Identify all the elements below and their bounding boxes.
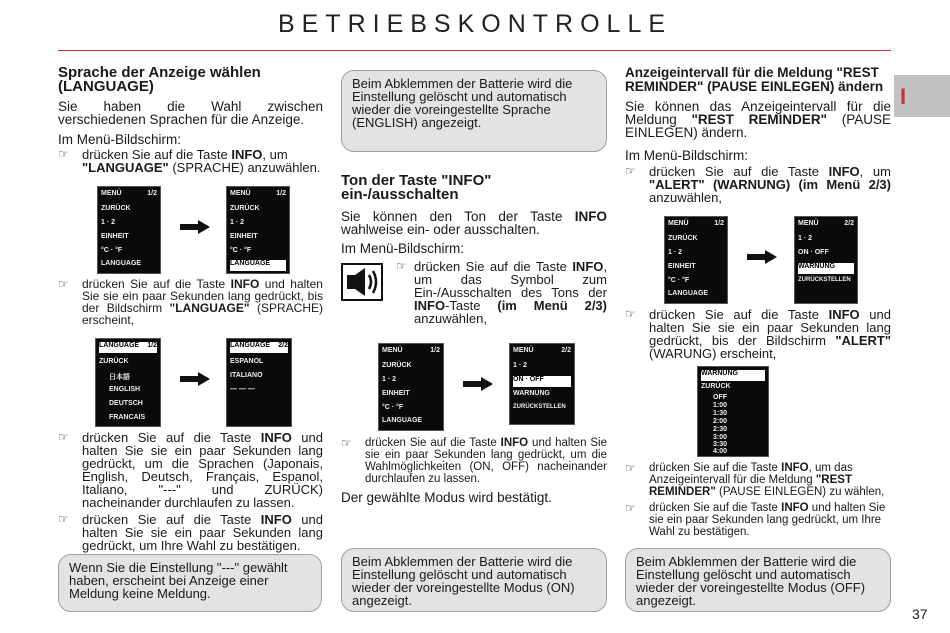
info-sound-confirm: Der gewählte Modus wird bestätigt. <box>341 490 552 505</box>
pointing-hand-icon: ☞ <box>625 307 636 321</box>
screen-row: 1 · 2 <box>513 362 528 369</box>
pointing-hand-icon: ☞ <box>58 430 69 444</box>
menu-screen-1-selected <box>226 186 290 274</box>
screen-title: LANGUAGE 1/2 <box>99 342 157 353</box>
pointing-hand-icon: ☞ <box>58 147 69 161</box>
screen-row: EINHEIT <box>668 263 696 270</box>
info-sound-menu-label: Im Menü-Bildschirm: <box>341 241 465 256</box>
chapter-tab <box>894 75 950 117</box>
pointing-hand-icon: ☞ <box>58 512 69 526</box>
arrow-right-icon <box>463 377 493 391</box>
section-rest-reminder-heading: Anzeigeintervall für die Meldung "REST REMINDER" (PAUSE EINLEGEN) ändern <box>625 65 884 94</box>
section-info-sound <box>341 174 607 255</box>
screen-row: 1 · 2 <box>382 376 397 383</box>
pointing-hand-icon: ☞ <box>625 501 636 515</box>
section-rest-reminder <box>625 66 891 204</box>
screen-title: MENÜ 1/2 <box>230 190 286 197</box>
screen-row: OFF <box>713 394 727 401</box>
language-screen-2 <box>226 338 292 427</box>
screen-row: ITALIANO <box>230 372 263 379</box>
screen-row: ZURÜCK <box>101 205 131 212</box>
page-number: 37 <box>912 606 928 622</box>
section-info-sound-heading: Ton der Taste "INFO" ein-/ausschalten <box>341 172 492 203</box>
screen-row: ZURÜCKSTELLEN <box>798 277 851 283</box>
rest-reminder-step-1: ☞ drücken Sie auf die Taste INFO, um "ALERT" (WARNUNG) (im Menü 2/3) anzuwählen, <box>625 164 891 205</box>
menu-screen-alert-1 <box>664 216 728 304</box>
screen-title: MENÜ 2/2 <box>513 347 571 354</box>
screen-row: WARNUNG <box>513 390 550 397</box>
rest-reminder-step-4: ☞ drücken Sie auf die Taste INFO und halten Sie sie ein paar Sekunden lang gedrückt, um Ihre Wahl zu bestätigen. <box>625 501 886 538</box>
section-language <box>58 66 323 174</box>
screen-title: MENÜ 1/2 <box>382 347 440 354</box>
screen-row-selected: WARNUNG <box>798 263 854 274</box>
pointing-hand-icon: ☞ <box>625 164 636 178</box>
language-battery-note: Beim Abklemmen der Batterie wird die Einstellung gelöscht und automatisch wieder die voreingestellte Sprache (ENGLISH) angezeigt. <box>341 70 607 152</box>
screen-row: — — — <box>230 386 255 393</box>
screen-row: ON · OFF <box>798 249 829 256</box>
language-step-2: ☞ drücken Sie auf die Taste INFO und halten Sie sie ein paar Sekunden lang gedrückt, bis der Bildschirm "LANGUAGE" (SPRACHE) erscheint, <box>58 277 324 327</box>
pointing-hand-icon: ☞ <box>58 277 69 291</box>
screen-row-selected: LANGUAGE <box>230 260 286 271</box>
language-intro: Sie haben die Wahl zwischen verschiedenen Sprachen für die Anzeige. <box>58 99 323 127</box>
screen-row: ZURÜCK <box>230 205 260 212</box>
screen-row: DEUTSCH <box>109 400 143 407</box>
screen-row: 3:30 <box>713 441 728 448</box>
screen-row: 日本語 <box>109 374 130 381</box>
rest-reminder-steps-3 <box>625 462 891 538</box>
screen-row: FRANCAIS <box>109 414 146 421</box>
screen-row: 4:00 <box>713 448 728 455</box>
screen-row: 1 · 2 <box>230 219 245 226</box>
screen-title: MENÜ 2/2 <box>798 220 854 227</box>
screen-row: LANGUAGE <box>101 260 142 267</box>
rest-reminder-step-3: ☞ drücken Sie auf die Taste INFO, um das Anzeigeintervall für die Meldung "REST REMINDER" (PAUSE EINLEGEN) zu wählen, <box>625 461 885 498</box>
screen-row: °C · °F <box>230 247 252 254</box>
menu-screen-sound-2 <box>509 343 575 425</box>
section-language-heading: Sprache der Anzeige wählen (LANGUAGE) <box>58 64 261 95</box>
screen-row: EINHEIT <box>382 390 410 397</box>
rest-reminder-intro: Sie können das Anzeigeintervall für die Meldung "REST REMINDER" (PAUSE EINLEGEN) ändern. <box>625 99 892 140</box>
screen-row: ZURÜCKSTELLEN <box>513 404 566 410</box>
language-screen-1 <box>95 338 161 427</box>
screen-row: ZURÜCK <box>382 362 412 369</box>
screen-title: LANGUAGE 2/2 <box>230 342 288 353</box>
menu-screen-sound-1 <box>378 343 444 431</box>
page-title: BETRIEBSKONTROLLE <box>277 10 673 38</box>
pointing-hand-icon: ☞ <box>625 461 636 475</box>
screen-title: MENÜ 1/2 <box>101 190 157 197</box>
screen-row: 1 · 2 <box>798 235 813 242</box>
alert-screen <box>697 366 769 457</box>
info-sound-step-1: ☞ drücken Sie auf die Taste INFO, um das Symbol zum Ein-/Ausschalten des Tons der INFO-Taste (im Menü 2/3) anzuwählen, <box>396 259 607 326</box>
language-step-4: ☞ drücken Sie auf die Taste INFO und halten Sie sie ein paar Sekunden lang gedrückt, um Ihre Wahl zu bestätigen. <box>58 512 323 553</box>
screen-title: MENÜ 1/2 <box>668 220 724 227</box>
info-sound-icon <box>341 263 383 301</box>
menu-screen-alert-2 <box>794 216 858 304</box>
language-steps-3 <box>58 431 323 552</box>
menu-screen-1 <box>97 186 161 274</box>
info-sound-intro: Sie können den Ton der Taste INFO wahlweise ein- oder ausschalten. <box>341 209 607 237</box>
header-rule <box>58 50 891 51</box>
info-sound-battery-note: Beim Abklemmen der Batterie wird die Einstellung gelöscht und automatisch wieder der voreingestellte Modus (ON) angezeigt. <box>341 548 607 612</box>
screen-row: ZURÜCK <box>99 358 129 365</box>
rest-reminder-step-2: ☞ drücken Sie auf die Taste INFO und halten Sie sie ein paar Sekunden lang gedrückt, bis der Bildschirm "ALERT" (WARUNG) erscheint, <box>625 307 891 361</box>
arrow-right-icon <box>180 372 210 386</box>
rest-reminder-menu-label: Im Menü-Bildschirm: <box>625 148 749 163</box>
speaker-icon <box>343 265 381 299</box>
language-step-3: ☞ drücken Sie auf die Taste INFO und halten Sie sie ein paar Sekunden lang gedrückt, um die Sprachen (Japonais, English, Deutsch, Français, Espanol, Italiano, "---" und ZURÜCK) nacheinander durchlaufen zu lassen. <box>58 430 323 510</box>
rest-reminder-steps-2 <box>625 308 891 360</box>
screen-row: 3:00 <box>713 434 728 441</box>
pointing-hand-icon: ☞ <box>396 259 407 273</box>
screen-row: ZURÜCK <box>668 235 698 242</box>
pointing-hand-icon: ☞ <box>341 436 352 450</box>
screen-row: LANGUAGE <box>668 290 709 297</box>
arrow-right-icon <box>747 250 777 264</box>
language-steps-2 <box>58 278 323 326</box>
screen-row: EINHEIT <box>101 233 129 240</box>
screen-row: °C · °F <box>668 277 690 284</box>
screen-row: °C · °F <box>101 247 123 254</box>
arrow-right-icon <box>180 220 210 234</box>
screen-row: 1:00 <box>713 402 728 409</box>
info-sound-steps-2 <box>341 437 607 504</box>
screen-row-selected: ON · OFF <box>513 376 571 387</box>
page-header <box>0 0 950 52</box>
rest-reminder-battery-note: Beim Abklemmen der Batterie wird die Einstellung gelöscht und automatisch wieder der voreingestellte Modus (OFF) angezeigt. <box>625 548 891 612</box>
chapter-tab-label: I <box>900 84 907 109</box>
screen-row: °C · °F <box>382 404 404 411</box>
screen-row: LANGUAGE <box>382 417 423 424</box>
info-sound-step-2: ☞ drücken Sie auf die Taste INFO und halten Sie sie ein paar Sekunden lang gedrückt, um die Wahlmöglichkeiten (ON, OFF) nacheinander durchlaufen zu lassen. <box>341 436 607 485</box>
language-menu-label: Im Menü-Bildschirm: <box>58 132 182 147</box>
screen-row: 1 · 2 <box>668 249 683 256</box>
screen-row: 2:00 <box>713 418 728 425</box>
screen-row: EINHEIT <box>230 233 258 240</box>
language-step-1: ☞ drücken Sie auf die Taste INFO, um "LANGUAGE" (SPRACHE) anzuwählen. <box>58 147 321 175</box>
info-sound-steps <box>396 260 607 325</box>
screen-row: 1:30 <box>713 410 728 417</box>
screen-row: ZURÜCK <box>701 383 731 390</box>
screen-row: ESPANOL <box>230 358 264 365</box>
screen-row: ENGLISH <box>109 386 141 393</box>
language-note-box: Wenn Sie die Einstellung "---" gewählt haben, erscheint bei Anzeige einer Meldung keine Meldung. <box>58 554 322 612</box>
screen-row: 1 · 2 <box>101 219 116 226</box>
screen-title: WARNUNG <box>701 370 765 381</box>
screen-row: 2:30 <box>713 426 728 433</box>
